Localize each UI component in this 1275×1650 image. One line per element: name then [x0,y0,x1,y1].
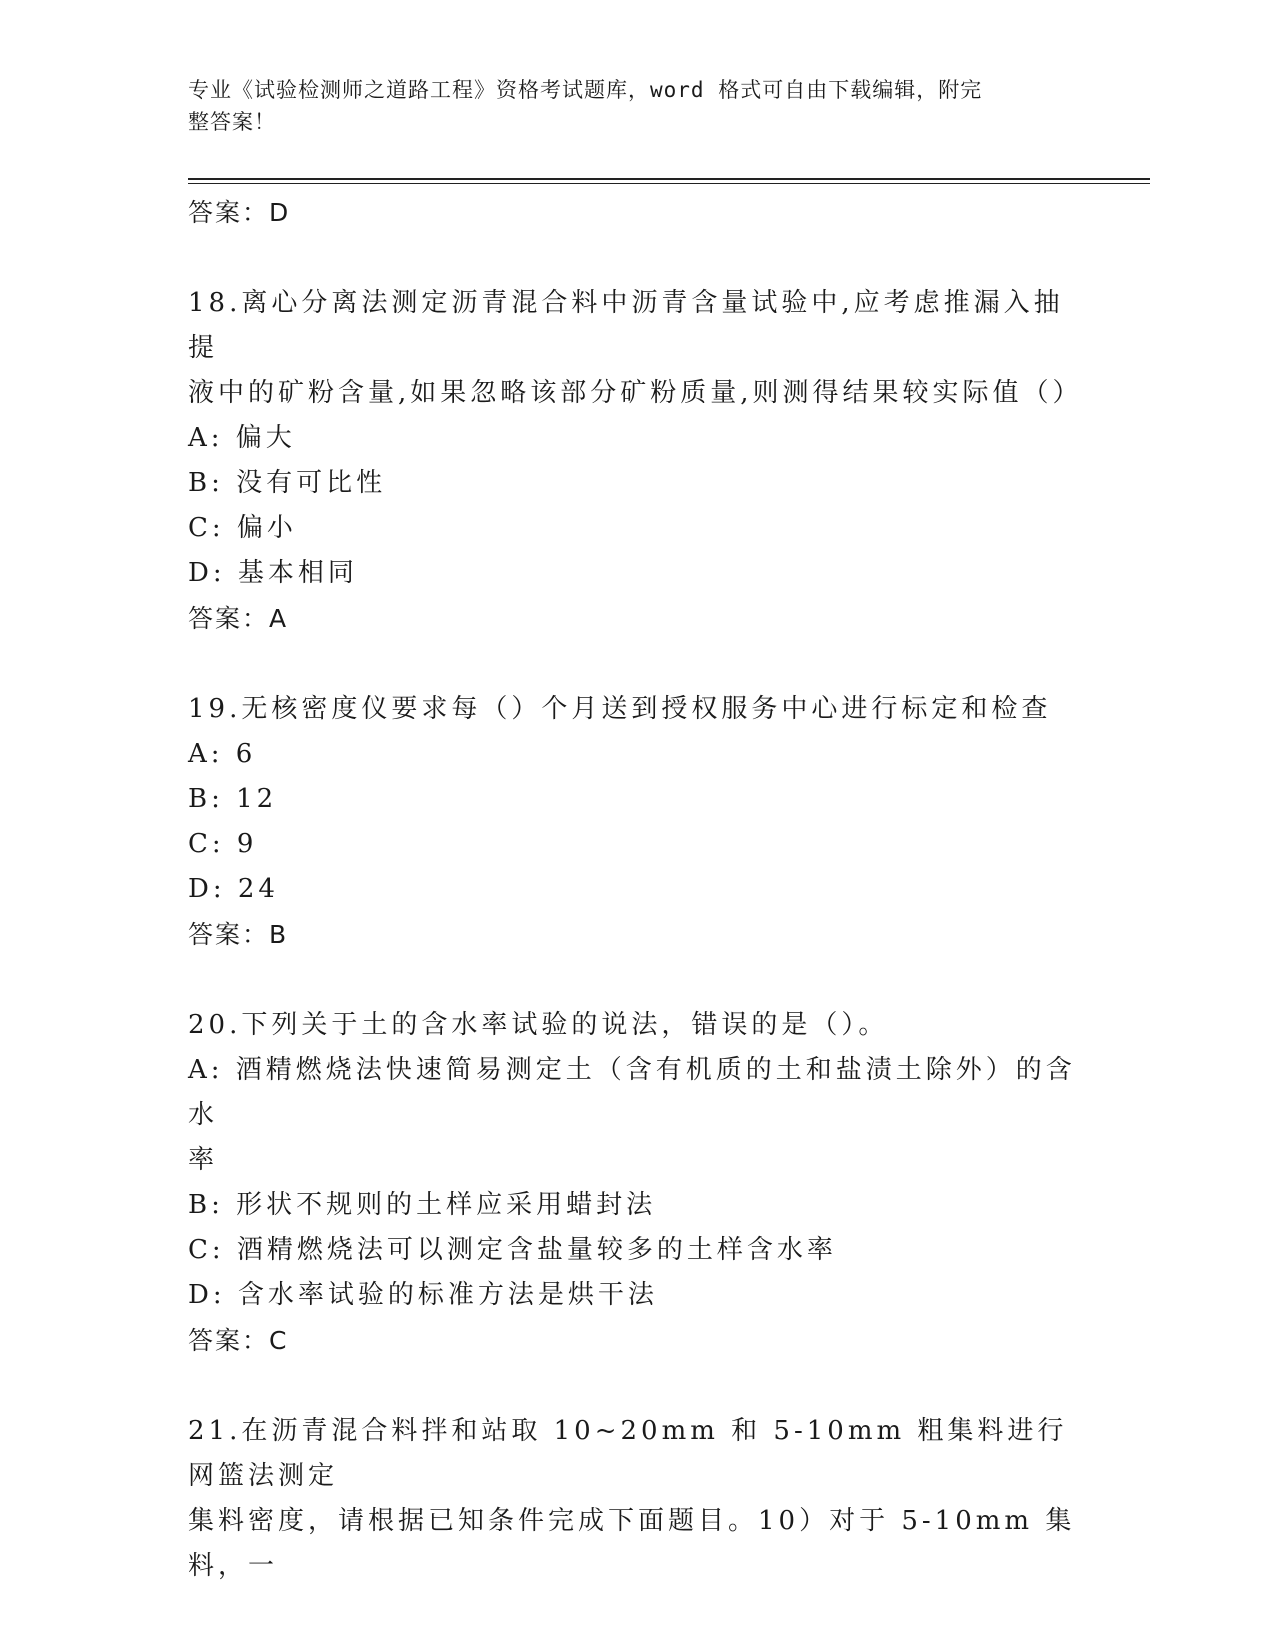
option-b: B: 12 [188,784,278,814]
question-stem-line: 21.在沥青混合料拌和站取 10~20mm 和 5-10mm 粗集料进行网篮法测定 [188,1416,1068,1491]
header-line-1: 专业《试验检测师之道路工程》资格考试题库，word 格式可自由下载编辑，附完 [188,78,983,102]
question-stem-line: 19.无核密度仪要求每（）个月送到授权服务中心进行标定和检查 [188,694,1052,724]
option-d: D: 24 [188,874,279,904]
question-19 [188,687,1088,957]
option-c: C: 9 [188,829,258,859]
header-divider-thin [188,183,1150,184]
option-b: B: 没有可比性 [188,468,387,498]
question-content [188,190,1088,1589]
question-stem-line: 20.下列关于土的含水率试验的说法，错误的是（）。 [188,1010,889,1040]
option-a: A: 偏大 [188,423,296,453]
option-c: C: 酒精燃烧法可以测定含盐量较多的土样含水率 [188,1235,837,1265]
header-divider [188,178,1150,180]
header-line-2: 整答案！ [188,110,276,134]
page-header [188,74,1068,138]
question-stem-line: 集料密度，请根据已知条件完成下面题目。10）对于 5-10mm 集料，一 [188,1506,1076,1581]
option-a-continued: 率 [188,1145,219,1175]
answer-label: 答案：A [188,604,289,633]
answer-label: 答案：C [188,1326,289,1355]
option-b: B: 形状不规则的土样应采用蜡封法 [188,1190,657,1220]
answer-label: 答案：B [188,920,289,949]
option-a: A: 6 [188,739,257,769]
question-stem-line: 18.离心分离法测定沥青混合料中沥青含量试验中,应考虑推漏入抽提 [188,288,1064,363]
option-a: A: 酒精燃烧法快速简易测定土（含有机质的土和盐渍土除外）的含水 [188,1055,1076,1130]
question-20 [188,1003,1088,1363]
previous-answer: 答案：D [188,198,291,227]
question-stem-line: 液中的矿粉含量,如果忽略该部分矿粉质量,则测得结果较实际值（） [188,378,1083,408]
option-d: D: 含水率试验的标准方法是烘干法 [188,1280,658,1310]
question-21 [188,1409,1088,1589]
option-d: D: 基本相同 [188,558,358,588]
option-c: C: 偏小 [188,513,297,543]
question-18 [188,281,1088,641]
